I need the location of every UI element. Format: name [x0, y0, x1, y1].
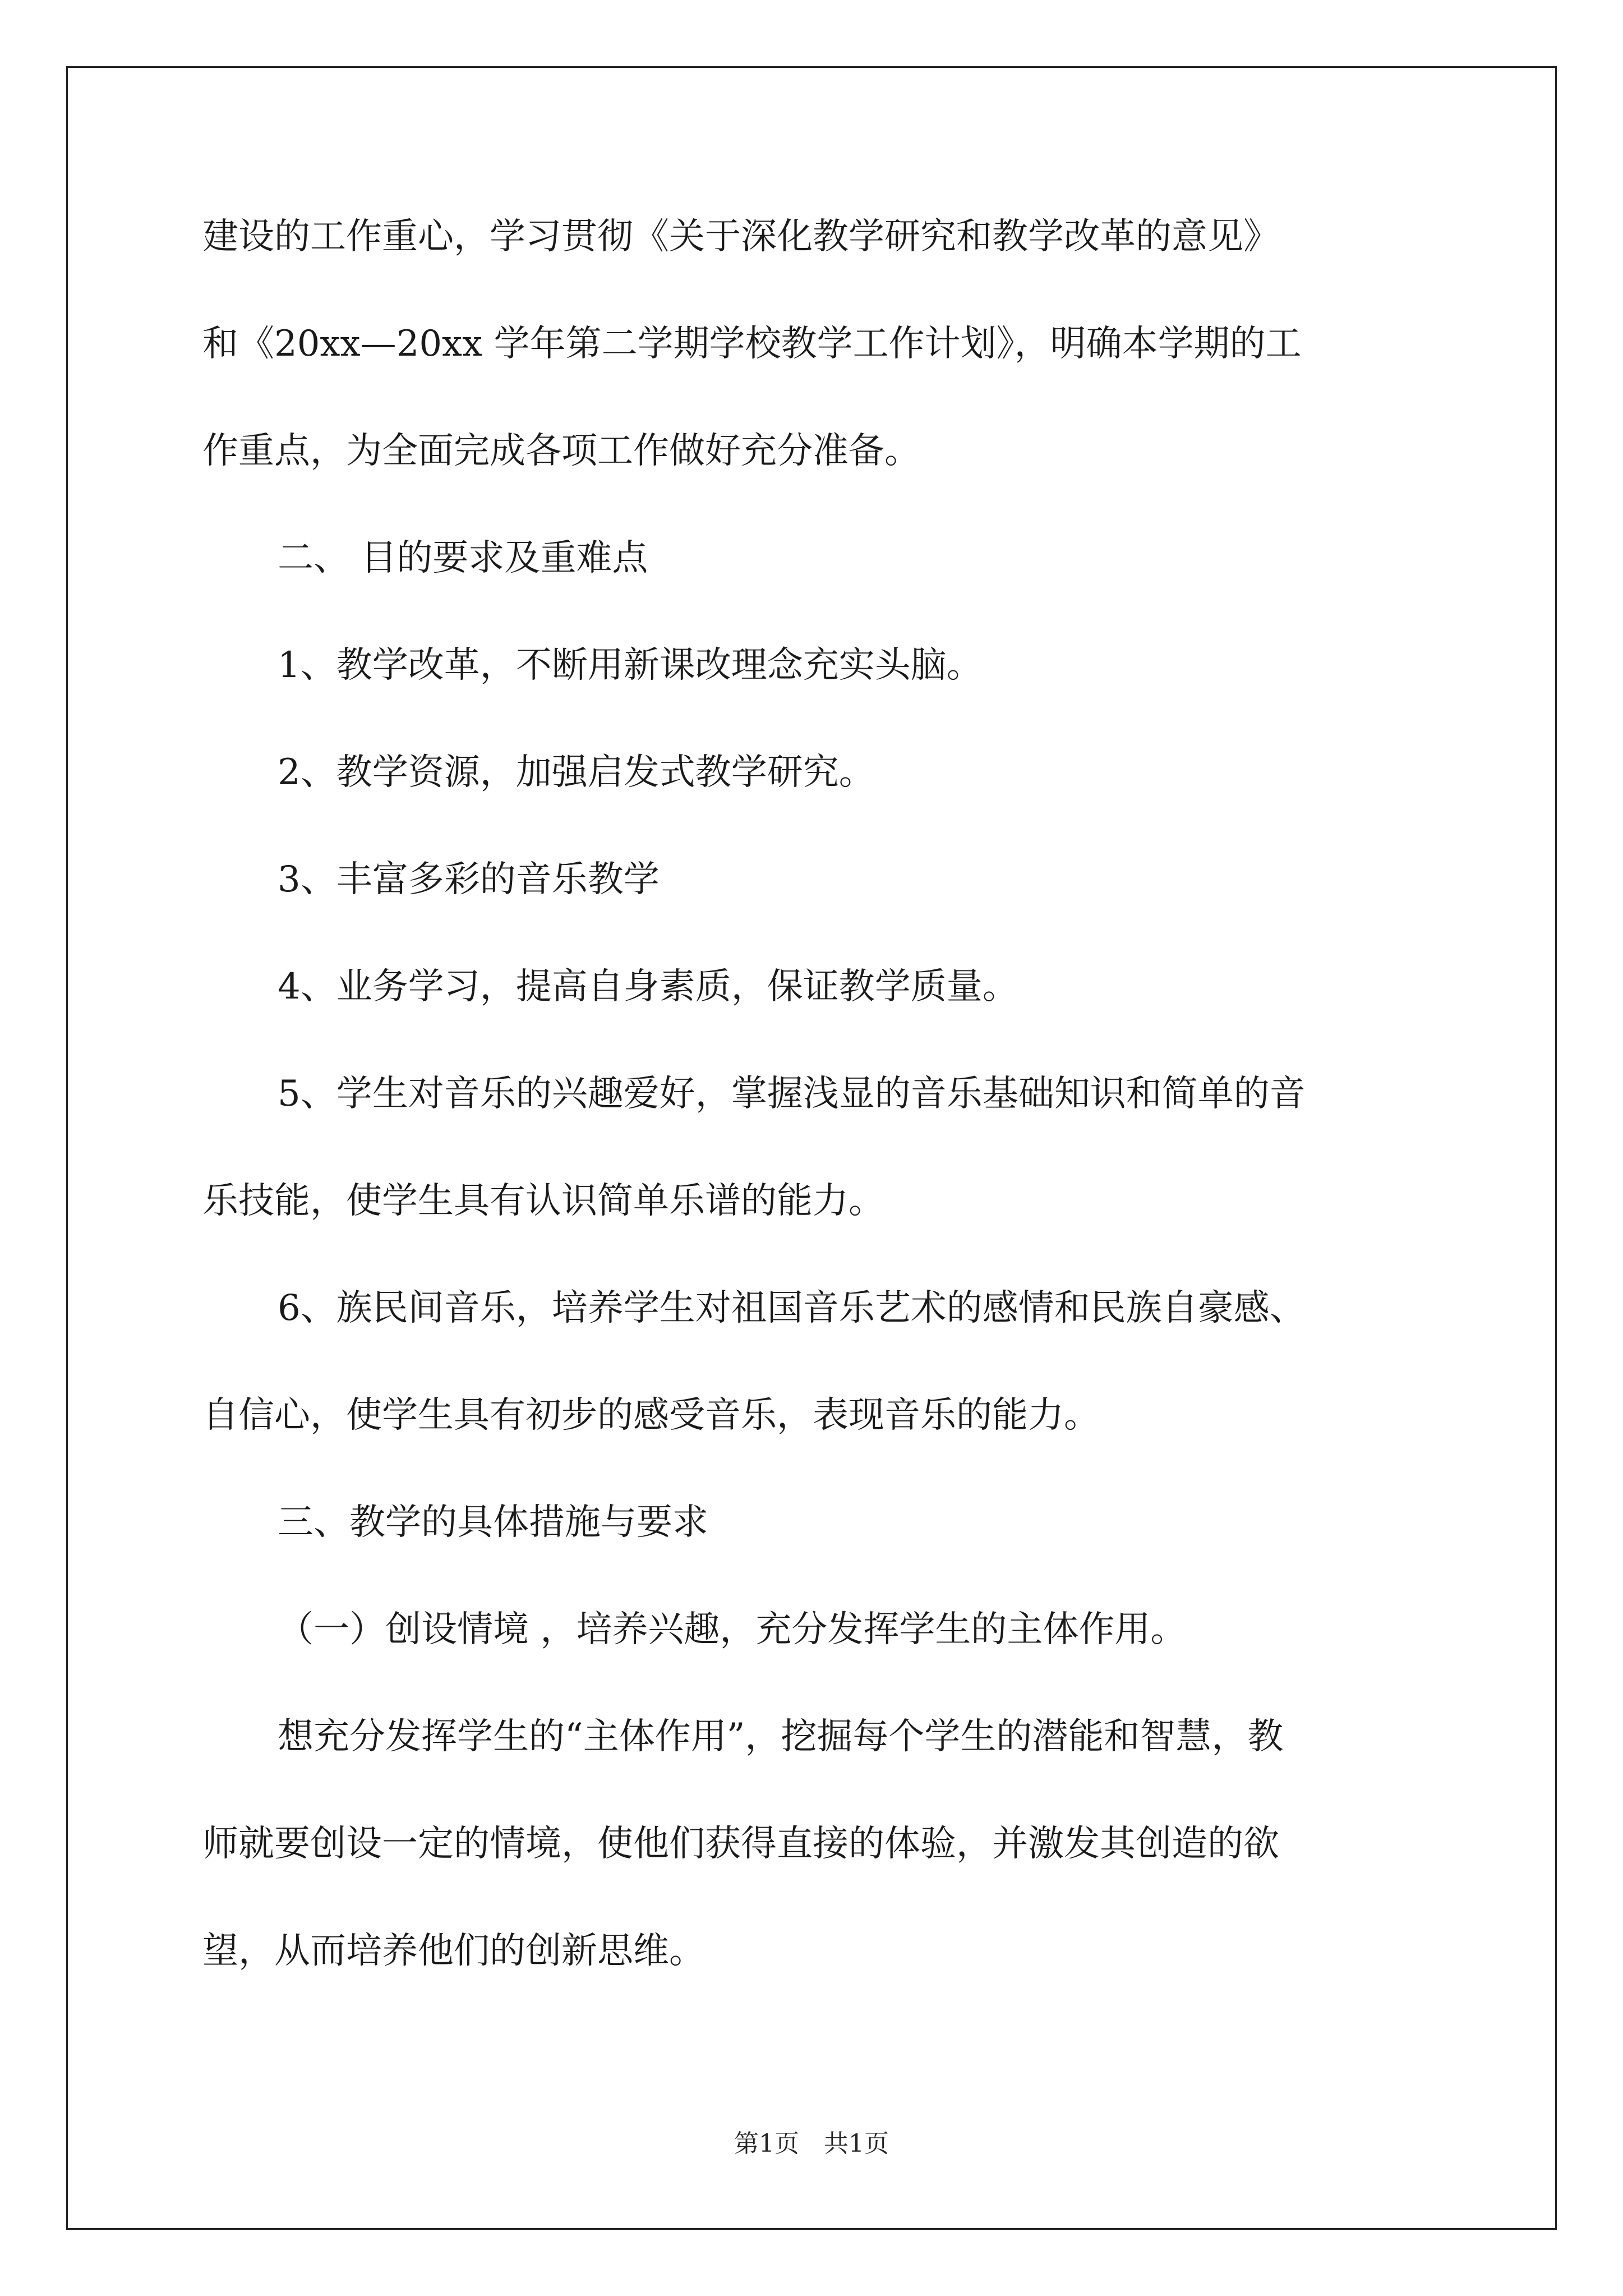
section-heading: 三、教学的具体措施与要求: [278, 1502, 708, 1543]
list-item: 2、教学资源，加强启发式教学研究。: [278, 752, 875, 793]
paragraph-line: 作重点，为全面完成各项工作做好充分准备。: [202, 430, 920, 472]
list-item: 6、族民间音乐，培养学生对祖国音乐艺术的感情和民族自豪感、: [278, 1287, 1306, 1329]
paragraph-line: 建设的工作重心，学习贯彻《关于深化教学研究和教学改革的意见》: [202, 216, 1279, 257]
page-number-current: 第1页: [734, 2129, 799, 2158]
paragraph-line: 师就要创设一定的情境，使他们获得直接的体验，并激发其创造的欲: [202, 1823, 1279, 1865]
list-item-continuation: 乐技能，使学生具有认识简单乐谱的能力。: [202, 1180, 884, 1222]
list-item: 1、教学改革，不断用新课改理念充实头脑。: [278, 645, 983, 686]
list-item: 3、丰富多彩的音乐教学: [278, 859, 660, 900]
list-item-continuation: 自信心，使学生具有初步的感受音乐，表现音乐的能力。: [202, 1395, 1100, 1436]
list-item: 5、学生对音乐的兴趣爱好，掌握浅显的音乐基础知识和简单的音: [278, 1073, 1306, 1115]
paragraph-line: 和《20xx—20xx 学年第二学期学校教学工作计划》，明确本学期的工: [202, 323, 1302, 365]
subsection-heading: （一）创设情境 ，培养兴趣，充分发挥学生的主体作用。: [278, 1609, 1187, 1650]
page-number-total: 共1页: [824, 2129, 889, 2158]
paragraph-line: 望，从而培养他们的创新思维。: [202, 1930, 705, 1972]
list-item: 4、业务学习，提高自身素质，保证教学质量。: [278, 966, 1018, 1007]
section-heading: 二、 目的要求及重难点: [278, 537, 648, 579]
page-footer: [0, 2129, 1623, 2158]
paragraph-line: 想充分发挥学生的“主体作用”，挖掘每个学生的潜能和智慧，教: [278, 1716, 1284, 1757]
page-border: [66, 66, 1557, 2230]
